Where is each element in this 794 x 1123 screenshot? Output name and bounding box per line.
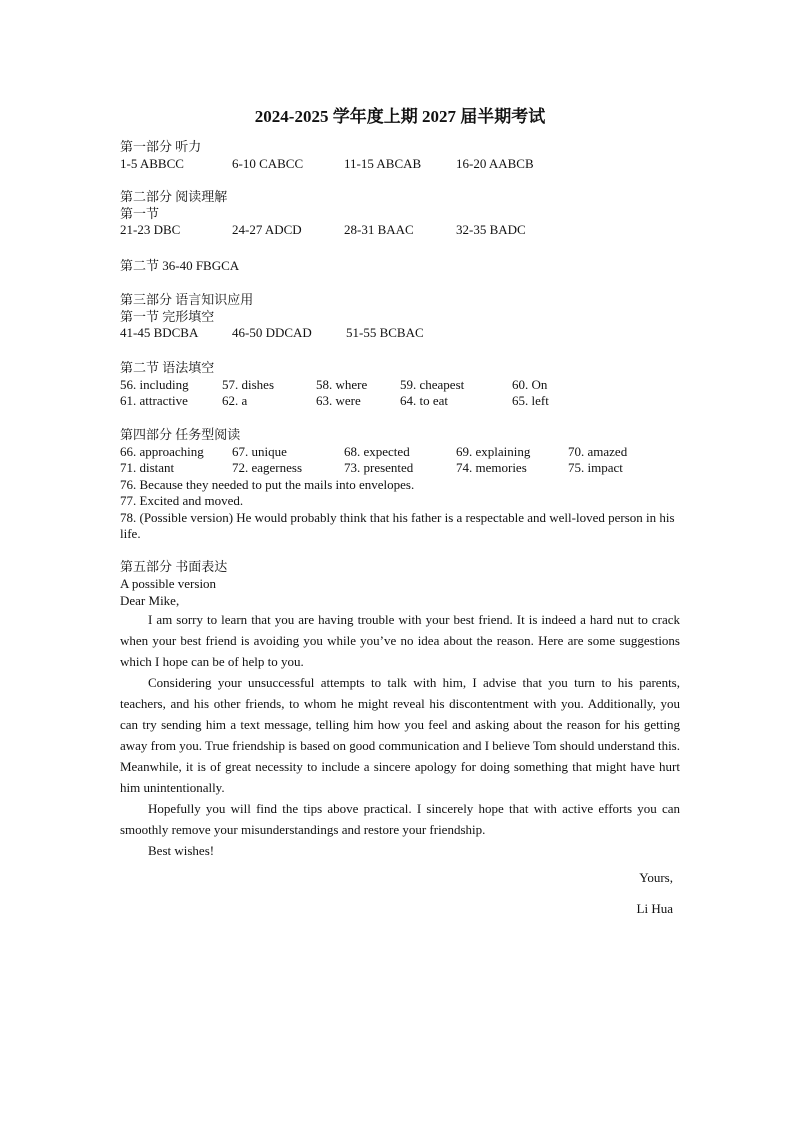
letter-signoff: Yours, <box>639 870 673 885</box>
answer-group: 11-15 ABCAB <box>344 155 422 171</box>
task-answer: 75. impact <box>568 460 623 475</box>
possible-version-label: A possible version <box>120 576 217 591</box>
part3-heading: 第三部分 语言知识应用 <box>120 292 254 307</box>
grammar-answer: 63. were <box>316 393 361 408</box>
task-row <box>120 444 680 461</box>
task-answer: 69. explaining <box>456 443 531 459</box>
answer-group: 21-23 DBC <box>120 222 181 237</box>
part3-section <box>120 292 680 342</box>
task-answer: 67. unique <box>232 443 287 459</box>
grammar-answer: 56. including <box>120 376 189 392</box>
grammar-answer: 64. to eat <box>400 393 449 408</box>
letter-paragraph: Considering your unsuccessful attempts to talk with him, I advise that you turn to his parents, teachers, and his other friends, to whom he might reveal his discontentment with you. Additionally, you can try sending him a text message, telling him how you feel and asking about the reason for his getting away from you. True friendship is based on good communication and I believe Tom should understand this. Meanwhile, it is of great necessity to include a sincere apology for doing something that might have hurt him unintentionally. <box>120 675 680 795</box>
grammar-row <box>120 377 680 394</box>
answer-group: 46-50 DDCAD <box>232 325 312 340</box>
task-answer: 74. memories <box>456 460 527 475</box>
answer-group: 24-27 ADCD <box>232 222 302 237</box>
task-row <box>120 460 680 477</box>
task-answer: 66. approaching <box>120 443 204 459</box>
part1-heading: 第一部分 听力 <box>120 139 202 154</box>
part3-answers-row <box>120 325 680 342</box>
task-answer: 72. eagerness <box>232 460 303 475</box>
part2-heading: 第二部分 阅读理解 <box>120 189 228 204</box>
part2-section2 <box>120 258 680 275</box>
part1-answers-row <box>120 156 680 173</box>
answer-group: 28-31 BAAC <box>344 222 414 237</box>
letter-signature: Li Hua <box>636 901 673 916</box>
part2-section <box>120 189 680 239</box>
task-answer: 68. expected <box>344 443 410 459</box>
answer-group: 16-20 AABCB <box>456 155 534 171</box>
grammar-answer: 58. where <box>316 376 368 392</box>
answer-group: 32-35 BADC <box>456 222 526 237</box>
grammar-answer: 57. dishes <box>222 376 274 392</box>
part1-section <box>120 139 680 172</box>
part2-section1-label: 第一节 <box>120 205 160 221</box>
part3-section2-label: 第二节 语法填空 <box>120 360 215 375</box>
answer-group: 6-10 CABCC <box>232 155 304 171</box>
grammar-answer: 60. On <box>512 376 548 392</box>
grammar-answer: 65. left <box>512 393 549 408</box>
letter-greeting: Dear Mike, <box>120 593 180 608</box>
page-title: 2024-2025 学年度上期 2027 届半期考试 <box>254 107 546 126</box>
answer-group: 41-45 BDCBA <box>120 325 199 340</box>
letter-paragraph: I am sorry to learn that you are having trouble with your best friend. It is indeed a hard nut to crack when your best friend is avoiding you while you’ve no idea about the reason. Here are some suggestions which I hope can be of help to you. <box>120 612 680 669</box>
grammar-answer: 59. cheapest <box>400 376 465 392</box>
answer-76: 76. Because they needed to put the mails into envelopes. <box>120 476 415 492</box>
task-answer: 71. distant <box>120 460 175 475</box>
letter-closing: Best wishes! <box>148 843 215 858</box>
grammar-answer: 62. a <box>222 393 248 408</box>
answer-78: 78. (Possible version) He would probably think that his father is a respectable and well-loved person in his life. <box>120 509 675 541</box>
part5-heading: 第五部分 书面表达 <box>120 559 228 574</box>
part4-heading: 第四部分 任务型阅读 <box>120 427 241 442</box>
part4-section <box>120 427 680 543</box>
answer-group: 51-55 BCBAC <box>346 325 424 340</box>
part5-section <box>120 558 680 861</box>
answer-77: 77. Excited and moved. <box>120 493 244 508</box>
task-answer: 73. presented <box>344 460 414 475</box>
task-answer: 70. amazed <box>568 443 628 459</box>
part2-answers-row <box>120 222 680 239</box>
part2-section2-answers: 第二节 36-40 FBGCA <box>120 258 240 273</box>
grammar-row <box>120 393 680 410</box>
letter-paragraph: Hopefully you will find the tips above practical. I sincerely hope that with active efforts you can smoothly remove your misunderstandings and restore your friendship. <box>120 801 680 837</box>
part3-grammar-section <box>120 360 680 410</box>
answer-group: 1-5 ABBCC <box>120 155 184 171</box>
grammar-answer: 61. attractive <box>120 393 188 408</box>
part3-section1-label: 第一节 完形填空 <box>120 308 215 324</box>
